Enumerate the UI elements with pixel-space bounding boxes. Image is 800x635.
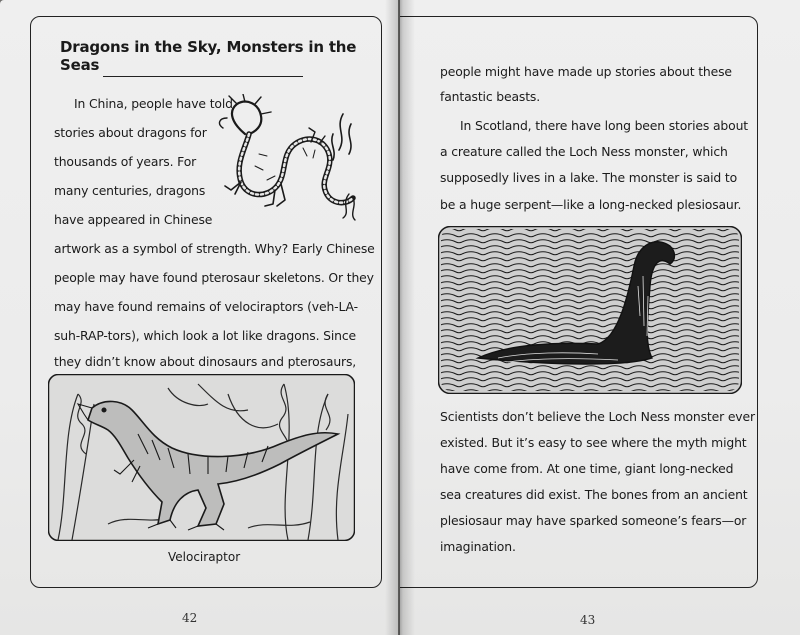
text-line: be a huge serpent—like a long-necked plesiosaur. <box>440 197 742 212</box>
page-number-left: 42 <box>182 611 198 625</box>
dragon-illustration <box>215 94 365 224</box>
text-line: suh-RAP-tors), which look a lot like dragons. Since <box>54 328 357 343</box>
text-line: a creature called the Loch Ness monster, which <box>440 144 728 159</box>
text-line: imagination. <box>440 539 516 554</box>
text-line: have come from. At one time, giant long-necked <box>440 461 734 476</box>
text-line: supposedly lives in a lake. The monster is said to <box>440 170 738 185</box>
text-line: In Scotland, there have long been stories about <box>460 118 748 133</box>
text-line: existed. But it’s easy to see where the myth might <box>440 435 747 450</box>
text-line: fantastic beasts. <box>440 89 541 104</box>
right-page <box>400 0 800 635</box>
page-number-right: 43 <box>580 613 596 627</box>
text-line: plesiosaur may have sparked someone’s fears—or <box>440 513 747 528</box>
loch-ness-monster-illustration <box>438 226 742 394</box>
text-line: thousands of years. For <box>54 154 197 169</box>
text-line: they didn’t know about dinosaurs and pterosaurs, <box>54 354 357 369</box>
text-line: Scientists don’t believe the Loch Ness monster ever <box>440 409 755 424</box>
text-line: may have found remains of velociraptors (veh-LA- <box>54 299 358 314</box>
text-line: people may have found pterosaur skeletons. Or they <box>54 270 374 285</box>
chapter-title: Dragons in the Sky, Monsters in the Seas <box>60 38 357 74</box>
text-line: stories about dragons for <box>54 125 207 140</box>
title-rule <box>103 76 303 77</box>
velociraptor-illustration <box>48 374 355 541</box>
text-line: sea creatures did exist. The bones from an ancient <box>440 487 748 502</box>
figure-caption: Velociraptor <box>168 550 241 564</box>
text-line: have appeared in Chinese <box>54 212 213 227</box>
text-line: artwork as a symbol of strength. Why? Early Chinese <box>54 241 375 256</box>
text-line: many centuries, dragons <box>54 183 206 198</box>
text-line: people might have made up stories about these <box>440 64 732 79</box>
left-page <box>0 0 398 635</box>
text-line: In China, people have told <box>74 96 233 111</box>
